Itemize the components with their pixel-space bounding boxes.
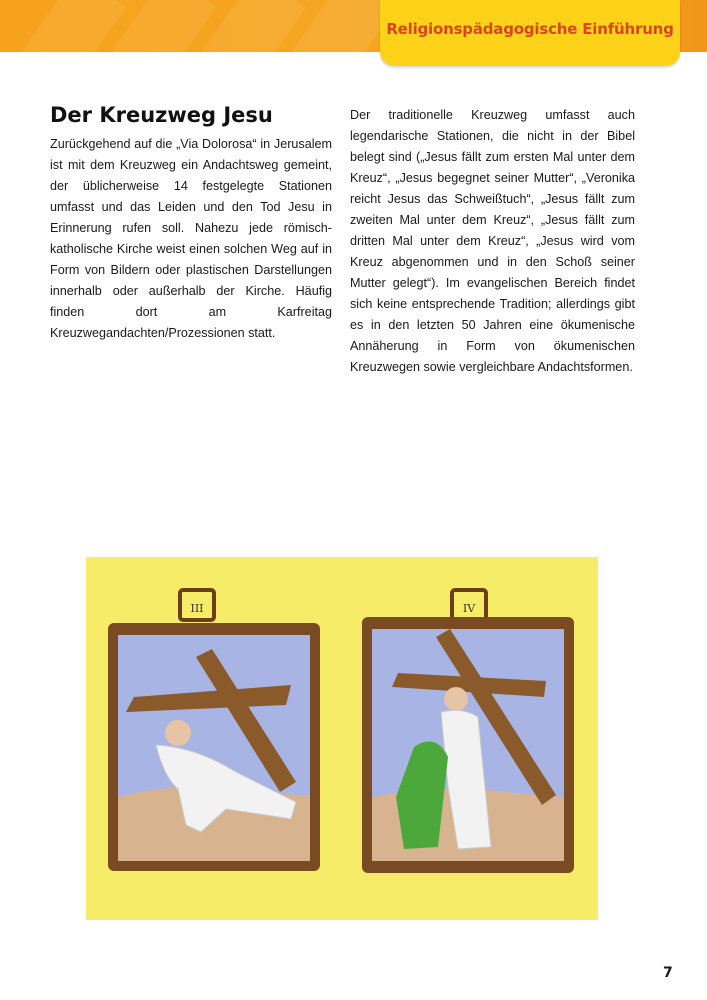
station-right-number: IV	[462, 602, 476, 615]
figure-head-left	[165, 720, 191, 746]
left-column	[50, 105, 332, 344]
band-stripe	[14, 0, 126, 52]
left-paragraph: Zurückgehend auf die „Via Dolorosa“ in Jerusalem ist mit dem Kreuzweg ein Andachtsweg gemeint, der üblicherweise 14 festgelegte Stationen umfasst und das Leiden und den Tod Jesu in Erinnerung rufen soll. Nahezu jede römisch-katholische Kirche weist einen solchen Weg auf in Form von Bildern oder plastischen Darstellungen innerhalb oder außerhalb der Kirche. Häufig finden dort am Karfreitag Kreuzwegandachten/Prozessionen statt.	[50, 137, 332, 340]
page-number: 7	[663, 965, 673, 981]
station-right	[362, 590, 574, 873]
right-column	[350, 105, 635, 378]
figure-head-right	[444, 687, 468, 711]
right-paragraph: Der traditionelle Kreuzweg umfasst auch legendarische Stationen, die nicht in der Bibel belegt sind („Jesus fällt zum ersten Mal unter dem Kreuz“, „Jesus begegnet seiner Mutter“, „Veronika reicht Jesus das Schweißtuch“, „Jesus fällt zum zweiten Mal unter dem Kreuz“, „Jesus fällt zum dritten Mal unter dem Kreuz“, „Jesus wird vom Kreuz abgenommen und in den Schoß seiner Mutter gelegt“). Im evangelischen Bereich findet sich keine entsprechende Tradition; allerdings gibt es in den letzten 50 Jahren eine ökumenische Annäherung in Form von ökumenischen Kreuzwegen sowie vergleichbare Andachtsformen.	[350, 108, 635, 374]
illustration-svg	[86, 557, 598, 920]
section-tab	[380, 0, 680, 66]
station-left-number: III	[190, 602, 204, 615]
article-title: Der Kreuzweg Jesu	[50, 103, 273, 127]
kreuzweg-illustration	[86, 557, 598, 920]
station-left	[108, 590, 320, 871]
section-title: Religionspädagogische Einführung	[386, 20, 674, 38]
